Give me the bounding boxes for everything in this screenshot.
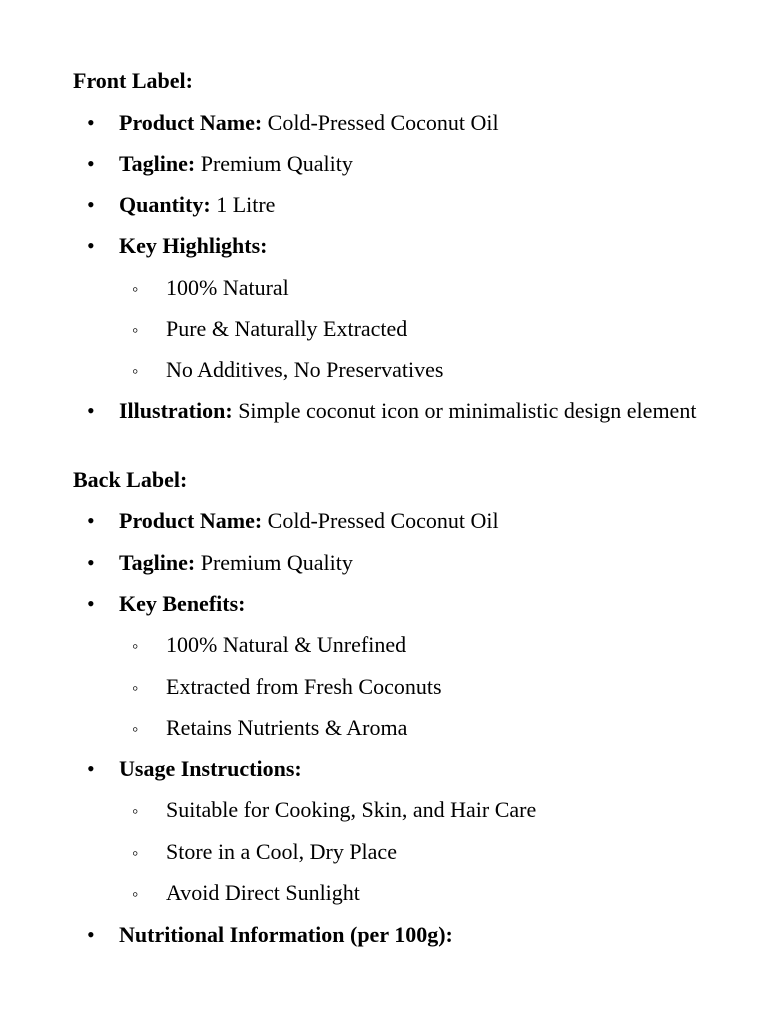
sub-bullet-icon (132, 357, 138, 384)
sub-bullet-icon (132, 715, 138, 742)
field-label: Key Benefits: (119, 591, 246, 616)
back-product-name (119, 508, 499, 534)
benefit-item: Extracted from Fresh Coconuts (166, 674, 442, 699)
front-product-name (119, 110, 499, 136)
highlight-item: No Additives, No Preservatives (166, 357, 444, 382)
back-label-heading: Back Label: (73, 467, 188, 492)
bullet-icon (87, 591, 95, 617)
front-tagline (119, 151, 353, 177)
field-value: Cold-Pressed Coconut Oil (267, 508, 499, 533)
field-value: 1 Litre (216, 192, 276, 217)
field-value: Simple coconut icon or minimalistic design element (238, 398, 697, 423)
bullet-icon (87, 151, 95, 177)
highlight-item: 100% Natural (166, 275, 289, 300)
field-label: Tagline: (119, 151, 196, 176)
field-label: Tagline: (119, 550, 196, 575)
front-key-highlights (119, 233, 268, 259)
front-quantity (119, 192, 275, 218)
bullet-icon (87, 192, 95, 218)
field-value: Premium Quality (200, 151, 353, 176)
highlight-item: Pure & Naturally Extracted (166, 316, 408, 341)
usage-item: Store in a Cool, Dry Place (166, 839, 397, 864)
back-usage-instructions (119, 756, 302, 782)
sub-bullet-icon (132, 797, 138, 824)
field-label: Product Name: (119, 110, 263, 135)
usage-item: Suitable for Cooking, Skin, and Hair Care (166, 797, 537, 822)
bullet-icon (87, 398, 95, 424)
field-label: Usage Instructions: (119, 756, 302, 781)
usage-item: Avoid Direct Sunlight (166, 880, 360, 905)
field-label: Key Highlights: (119, 233, 268, 258)
back-nutritional-information (119, 922, 453, 948)
sub-bullet-icon (132, 674, 138, 701)
sub-bullet-icon (132, 316, 138, 343)
back-tagline (119, 550, 353, 576)
field-label: Quantity: (119, 192, 211, 217)
bullet-icon (87, 922, 95, 948)
benefit-item: Retains Nutrients & Aroma (166, 715, 408, 740)
bullet-icon (87, 110, 95, 136)
bullet-icon (87, 756, 95, 782)
bullet-icon (87, 550, 95, 576)
field-value: Cold-Pressed Coconut Oil (267, 110, 499, 135)
field-value: Premium Quality (200, 550, 353, 575)
front-label-heading: Front Label: (73, 68, 193, 93)
bullet-icon (87, 233, 95, 259)
sub-bullet-icon (132, 275, 138, 302)
sub-bullet-icon (132, 880, 138, 907)
back-key-benefits (119, 591, 245, 617)
front-illustration (119, 398, 699, 424)
bullet-icon (87, 508, 95, 534)
sub-bullet-icon (132, 632, 138, 659)
sub-bullet-icon (132, 839, 138, 866)
benefit-item: 100% Natural & Unrefined (166, 632, 407, 657)
field-label: Product Name: (119, 508, 263, 533)
field-label: Nutritional Information (per 100g): (119, 922, 453, 947)
field-label: Illustration: (119, 398, 233, 423)
